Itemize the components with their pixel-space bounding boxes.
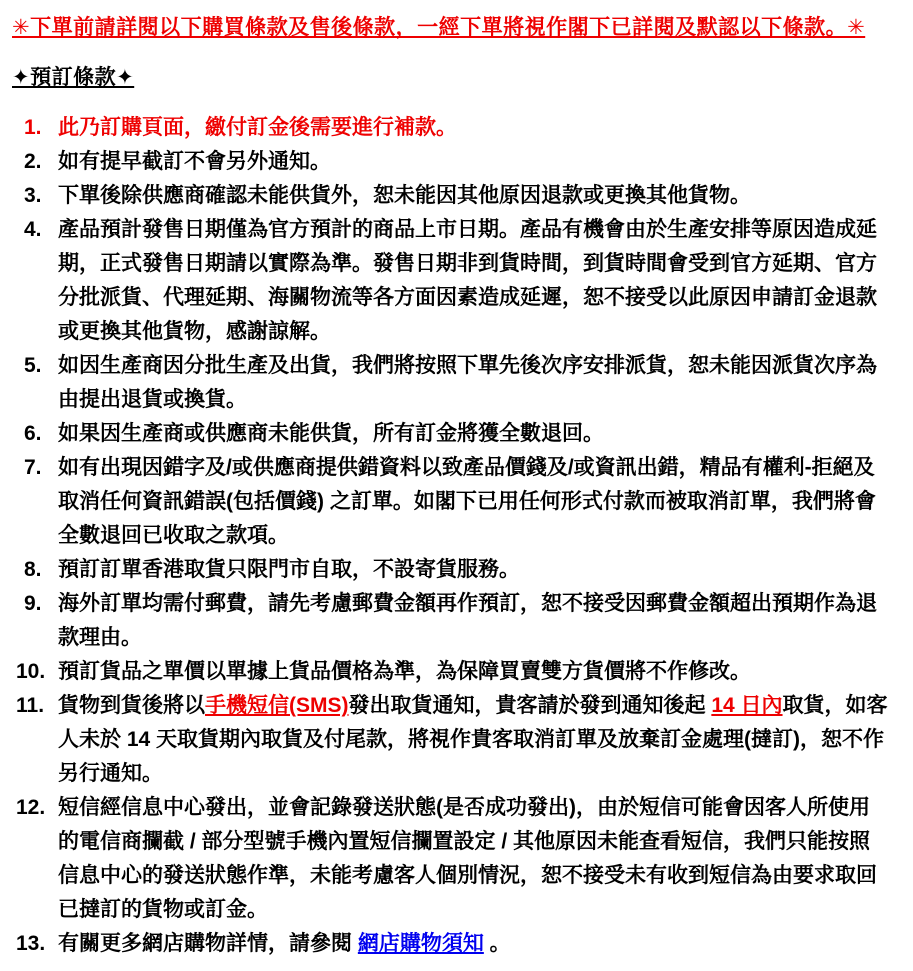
term-number: 13.: [16, 932, 46, 955]
term-text: [58, 553, 889, 587]
term-item-4: [12, 213, 889, 349]
term-item-5: [12, 349, 889, 417]
term-number: 5.: [24, 354, 42, 377]
term-text-segment: 如因生產商因分批生產及出貨，我們將按照下單先後次序安排派貨，恕未能因派貨次序為由提出退貨或換貨。: [58, 354, 877, 411]
term-number: 7.: [24, 456, 42, 479]
term-item-2: [12, 145, 889, 179]
term-text-segment: 。: [483, 932, 511, 955]
term-text-segment: 如果因生產商或供應商未能供貨，所有訂金將獲全數退回。: [58, 422, 604, 445]
term-text: [58, 791, 889, 927]
term-text: [58, 213, 889, 349]
term-number: 11.: [16, 694, 45, 717]
term-number: 3.: [24, 184, 42, 207]
term-text-segment: 此乃訂購頁面，繳付訂金後需要進行補款。: [58, 116, 457, 139]
term-text-segment: 發出取貨通知，貴客請於發到通知後起: [348, 694, 712, 717]
term-item-9: [12, 587, 889, 655]
term-number: 12.: [16, 796, 46, 819]
term-number: 10.: [16, 660, 46, 683]
term-text: [58, 451, 889, 553]
term-text-segment: 海外訂單均需付郵費，請先考慮郵費金額再作預訂，恕不接受因郵費金額超出預期作為退款理由。: [58, 592, 877, 649]
term-text: [58, 655, 889, 689]
term-item-7: [12, 451, 889, 553]
term-item-11: [12, 689, 889, 791]
highlighted-text: 手機短信(SMS): [205, 694, 349, 717]
terms-list: [12, 111, 889, 961]
highlighted-text: 14 日內: [711, 694, 783, 717]
term-text-segment: 預訂訂單香港取貨只限門市自取，不設寄貨服務。: [58, 558, 520, 581]
term-text-segment: 短信經信息中心發出，並會記錄發送狀態(是否成功發出)，由於短信可能會因客人所使用的電信商攔截 / 部分型號手機內置短信攔置設定 / 其他原因未能查看短信，我們只能按照信息中心的發送狀態作準，未能考慮客人個別情況，恕不接受未有收到短信為由要求取回已撻訂的貨物或訂金。: [58, 796, 877, 921]
term-number: 4.: [24, 218, 42, 241]
term-item-3: [12, 179, 889, 213]
term-number: 1.: [24, 116, 42, 139]
term-item-8: [12, 553, 889, 587]
term-text-segment: 如有出現因錯字及/或供應商提供錯資料以致產品價錢及/或資訊出錯，精品有權利-拒絕及取消任何資訊錯誤(包括價錢) 之訂單。如閣下已用任何形式付款而被取消訂單，我們將會全數退回已收取之款項。: [58, 456, 876, 547]
term-text: [58, 417, 889, 451]
term-text: [58, 689, 889, 791]
term-text: [58, 927, 889, 961]
term-text-segment: 如有提早截訂不會另外通知。: [58, 150, 331, 173]
term-text-segment: 下單後除供應商確認未能供貨外，恕未能因其他原因退款或更換其他貨物。: [58, 184, 751, 207]
term-text-segment: 取貨，如客人未於 14 天取貨期內取貨及付尾款，將視作貴客取消訂單及放棄訂金處理(撻訂)，恕不作另行通知。: [58, 694, 888, 785]
term-item-13: [12, 927, 889, 961]
term-number: 2.: [24, 150, 42, 173]
term-text: [58, 179, 889, 213]
page-title: ✳下單前請詳閱以下購買條款及售後條款，一經下單將視作閣下已詳閱及默認以下條款。✳: [12, 16, 866, 39]
store-shopping-notice-link[interactable]: 網店購物須知: [357, 932, 484, 955]
term-text-segment: 貨物到貨後將以: [58, 694, 205, 717]
term-text-segment: 有關更多網店購物詳情，請參閱: [58, 932, 358, 955]
term-text: [58, 349, 889, 417]
term-number: 6.: [24, 422, 42, 445]
term-item-6: [12, 417, 889, 451]
term-item-12: [12, 791, 889, 927]
term-number: 9.: [24, 592, 42, 615]
term-text-segment: 產品預計發售日期僅為官方預計的商品上市日期。產品有機會由於生產安排等原因造成延期，正式發售日期請以實際為準。發售日期非到貨時間，到貨時間會受到官方延期、官方分批派貨、代理延期、海關物流等各方面因素造成延遲，恕不接受以此原因申請訂金退款或更換其他貨物，感謝諒解。: [58, 218, 877, 343]
term-number: 8.: [24, 558, 42, 581]
term-item-10: [12, 655, 889, 689]
term-text: [58, 145, 889, 179]
term-text-segment: 預訂貨品之單價以單據上貨品價格為準，為保障買賣雙方貨價將不作修改。: [58, 660, 751, 683]
term-item-1: [12, 111, 889, 145]
section-heading-preorder-terms: ✦預訂條款✦: [12, 66, 135, 89]
term-text: [58, 587, 889, 655]
term-text: [58, 111, 889, 145]
